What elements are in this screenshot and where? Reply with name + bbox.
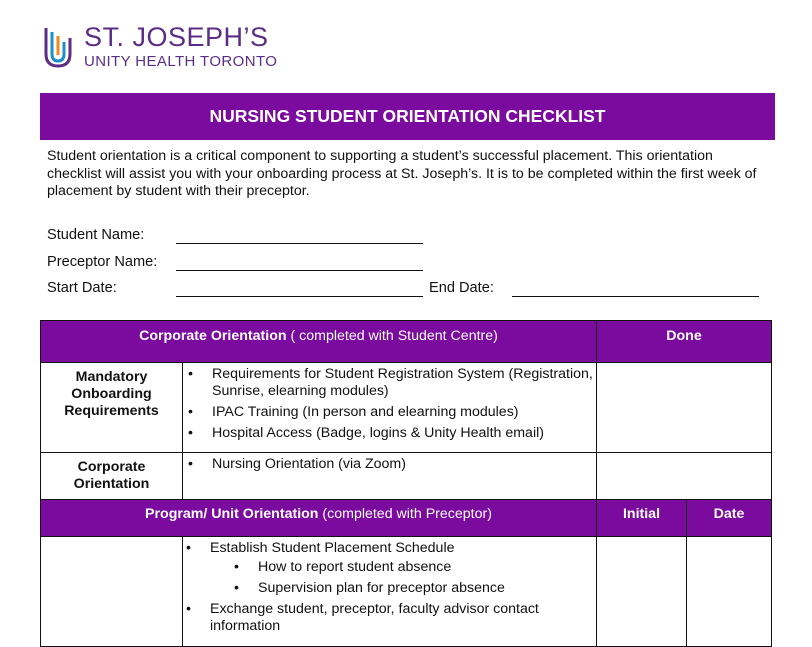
intro-paragraph: Student orientation is a critical component to supporting a student’s successful placement. This orientation checklist will assist you with your onboarding process at St. Joseph’s. It is to be completed within the first week of placement by student with their preceptor.: [47, 148, 757, 199]
student-name-label: Student Name:: [47, 227, 145, 243]
mandatory-row: [41, 363, 772, 453]
sub-list-item: • How to report student absence: [258, 559, 596, 576]
orientation-checklist-table: [40, 320, 772, 647]
preceptor-name-field[interactable]: [176, 270, 423, 271]
list-item: • Nursing Orientation (via Zoom): [212, 456, 596, 473]
corporate-header: [41, 321, 597, 363]
corporate-label: Corporate Orientation: [41, 453, 183, 500]
program-item-1: Establish Student Placement Schedule: [210, 540, 455, 556]
sub-list-item: • Supervision plan for preceptor absence: [258, 580, 596, 597]
program-header-note: (completed with Preceptor): [318, 506, 492, 522]
program-items: [183, 537, 597, 647]
date-header: Date: [687, 500, 772, 537]
mandatory-items: [183, 363, 597, 453]
list-item: • Exchange student, preceptor, faculty advisor contact information: [210, 601, 596, 635]
list-item: [210, 540, 596, 597]
logo: [38, 22, 288, 72]
program-header-title: Program/ Unit Orientation: [145, 506, 319, 522]
program-header-row: [41, 500, 772, 537]
mandatory-label: Mandatory Onboarding Requirements: [41, 363, 183, 453]
corporate-header-title: Corporate Orientation: [139, 328, 287, 344]
unity-health-logo-icon: [42, 24, 76, 70]
corporate-header-row: [41, 321, 772, 363]
logo-subtitle: UNITY HEALTH TORONTO: [84, 53, 278, 70]
program-label: [41, 537, 183, 647]
initial-header: Initial: [597, 500, 687, 537]
program-date-cell[interactable]: [687, 537, 772, 647]
end-date-label: End Date:: [429, 280, 494, 296]
list-item: • Hospital Access (Badge, logins & Unity Health email): [212, 425, 596, 442]
mandatory-done-cell[interactable]: [597, 363, 772, 453]
start-date-label: Start Date:: [47, 280, 117, 296]
logo-name: ST. JOSEPH’S: [84, 22, 269, 52]
program-initial-cell[interactable]: [597, 537, 687, 647]
corporate-items: [183, 453, 597, 500]
program-header: [41, 500, 597, 537]
list-item: • IPAC Training (In person and elearning modules): [212, 404, 596, 421]
corporate-row: [41, 453, 772, 500]
page-title: NURSING STUDENT ORIENTATION CHECKLIST: [40, 93, 775, 140]
start-date-field[interactable]: [176, 296, 423, 297]
preceptor-name-label: Preceptor Name:: [47, 254, 158, 270]
done-header: Done: [597, 321, 772, 363]
list-item: • Requirements for Student Registration System (Registration, Sunrise, elearning modules): [212, 366, 596, 400]
corporate-done-cell[interactable]: [597, 453, 772, 500]
corporate-header-note: ( completed with Student Centre): [286, 328, 498, 344]
end-date-field[interactable]: [512, 296, 759, 297]
student-name-field[interactable]: [176, 243, 423, 244]
program-row: [41, 537, 772, 647]
